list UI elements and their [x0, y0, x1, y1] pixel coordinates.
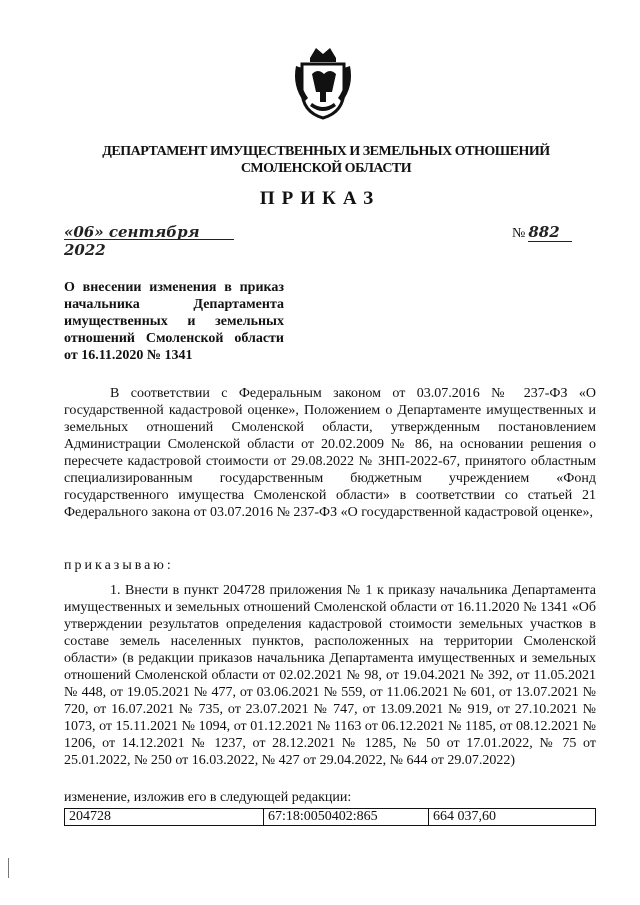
order-directive-word: приказываю:	[64, 558, 174, 573]
department-name	[96, 143, 556, 177]
order-subject: О внесении изменения в приказ начальника Департамента имущественных и земельных отношений Смоленской области от 16.11.2020 № 1341	[64, 280, 284, 363]
table-cell-cadastral-value: 664 037,60	[429, 809, 596, 826]
document-type-title: ПРИКАЗ	[259, 188, 381, 209]
table-cell-cadastral-number: 67:18:0050402:865	[264, 809, 429, 826]
department-name-line2: СМОЛЕНСКОЙ ОБЛАСТИ	[240, 161, 412, 176]
item-1-paragraph: 1. Внести в пункт 204728 приложения № 1 к приказу начальника Департамента имущественных и земельных отношений Смоленской области от 16.11.2020 № 1341 «Об утверждении результатов определения кадастровой стоимости земельных участков в составе земель населенных пунктов, расположенных на территории Смоленской области» (в редакции приказов начальника Департамента имущественных и земельных отношений Смоленской области от 02.02.2021 № 98, от 19.04.2021 № 392, от 11.05.2021 № 448, от 19.05.2021 № 477, от 03.06.2021 № 559, от 11.06.2021 № 601, от 13.07.2021 № 720, от 16.07.2021 № 735, от 23.07.2021 № 747, от 13.09.2021 № 919, от 27.10.2021 № 1073, от 15.11.2021 № 1094, от 01.12.2021 № 1163 от 06.12.2021 № 1185, от 08.12.2021 № 1206, от 14.12.2021 № 1237, от 28.12.2021 № 1285, № 50 от 17.01.2022, № 75 от 25.01.2022, № 250 от 16.03.2022, № 427 от 29.04.2022, № 644 от 29.07.2022)	[64, 583, 596, 768]
change-intro: изменение, изложив его в следующей редакции:	[64, 790, 352, 805]
table-cell-item-number: 204728	[65, 809, 264, 826]
cadastral-table	[64, 808, 596, 826]
order-number-label: №	[512, 226, 526, 241]
table-row	[65, 809, 596, 826]
scan-edge-mark	[8, 858, 9, 878]
order-number	[512, 223, 587, 239]
department-name-line1: ДЕПАРТАМЕНТ ИМУЩЕСТВЕННЫХ И ЗЕМЕЛЬНЫХ ОТНОШЕНИЙ	[102, 144, 550, 159]
preamble-paragraph: В соответствии с Федеральным законом от 03.07.2016 № 237-ФЗ «О государственной кадастровой оценке», Положением о Департаменте имущественных и земельных отношений Смоленской области, утвержденным постановлением Администрации Смоленской области от 20.02.2009 № 86, на основании решения о пересчете кадастровой стоимости от 29.08.2022 № ЗНП-2022-67, принятого областным специализированным государственным бюджетным учреждением «Фонд государственного имущества Смоленской области» в соответствии со статьей 21 Федерального закона от 03.07.2016 № 237-ФЗ «О государственной кадастровой оценке»,	[64, 386, 596, 520]
order-date: «06» сентября 2022	[64, 223, 234, 240]
order-number-value: 882	[528, 223, 572, 242]
coat-of-arms-emblem	[290, 44, 356, 120]
